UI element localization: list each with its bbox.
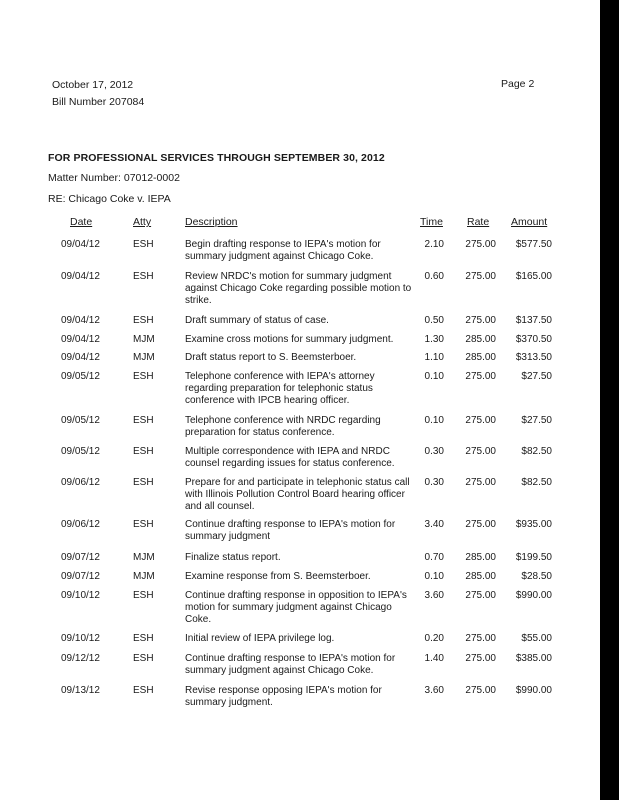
entry-description: Draft status report to S. Beemsterboer.	[185, 352, 357, 363]
entry-date: 09/10/12	[61, 633, 100, 644]
entry-time: 0.10	[424, 371, 444, 382]
entry-date: 09/04/12	[61, 271, 100, 282]
entry-rate: 275.00	[465, 239, 496, 250]
entry-atty: ESH	[133, 633, 154, 644]
entry-rate: 275.00	[465, 271, 496, 282]
entry-time: 3.40	[424, 519, 444, 530]
column-header-rate: Rate	[467, 216, 490, 228]
entry-description: Telephone conference with IEPA's attorney regarding preparation for telephonic status conference with IPCB hearing officer.	[185, 371, 375, 407]
entry-atty: MJM	[133, 352, 155, 363]
entry-rate: 285.00	[465, 552, 496, 563]
entry-time: 0.20	[424, 633, 444, 644]
entry-time: 3.60	[424, 685, 444, 696]
entry-rate: 275.00	[465, 633, 496, 644]
entry-description: Multiple correspondence with IEPA and NRDC counsel regarding issues for status conference.	[185, 446, 395, 470]
entry-atty: ESH	[133, 371, 154, 382]
entry-rate: 275.00	[465, 315, 496, 326]
entry-amount: $27.50	[521, 371, 552, 382]
entry-time: 2.10	[424, 239, 444, 250]
entry-rate: 285.00	[465, 334, 496, 345]
entry-atty: MJM	[133, 571, 155, 582]
entry-time: 3.60	[424, 590, 444, 601]
entry-description: Examine cross motions for summary judgment.	[185, 334, 394, 345]
entry-atty: ESH	[133, 271, 154, 282]
entry-description: Telephone conference with NRDC regarding preparation for status conference.	[185, 415, 381, 439]
entry-atty: ESH	[133, 446, 154, 457]
entry-amount: $137.50	[515, 315, 552, 326]
entry-date: 09/04/12	[61, 315, 100, 326]
scan-edge-bar	[600, 0, 619, 800]
entry-rate: 275.00	[465, 371, 496, 382]
entry-date: 09/05/12	[61, 415, 100, 426]
entry-rate: 275.00	[465, 653, 496, 664]
entry-amount: $370.50	[515, 334, 552, 345]
entry-rate: 275.00	[465, 685, 496, 696]
entry-rate: 275.00	[465, 415, 496, 426]
entry-rate: 275.00	[465, 477, 496, 488]
entry-description: Revise response opposing IEPA's motion for summary judgment.	[185, 685, 382, 709]
entry-atty: MJM	[133, 552, 155, 563]
entry-amount: $990.00	[515, 590, 552, 601]
entry-date: 09/04/12	[61, 239, 100, 250]
entry-amount: $55.00	[521, 633, 552, 644]
entry-atty: MJM	[133, 334, 155, 345]
entry-atty: ESH	[133, 653, 154, 664]
entry-description: Draft summary of status of case.	[185, 315, 329, 326]
entry-amount: $165.00	[515, 271, 552, 282]
entry-time: 0.30	[424, 446, 444, 457]
entry-atty: ESH	[133, 315, 154, 326]
entry-description: Begin drafting response to IEPA's motion for summary judgment against Chicago Coke.	[185, 239, 381, 263]
entry-description: Continue drafting response in opposition to IEPA's motion for summary judgment against Chicago Coke.	[185, 590, 407, 626]
entry-rate: 275.00	[465, 446, 496, 457]
entry-date: 09/13/12	[61, 685, 100, 696]
entry-atty: ESH	[133, 415, 154, 426]
entry-rate: 285.00	[465, 571, 496, 582]
entry-atty: ESH	[133, 590, 154, 601]
services-title: FOR PROFESSIONAL SERVICES THROUGH SEPTEMBER 30, 2012	[48, 152, 385, 164]
entry-amount: $27.50	[521, 415, 552, 426]
entry-date: 09/07/12	[61, 571, 100, 582]
entry-amount: $28.50	[521, 571, 552, 582]
entry-atty: ESH	[133, 477, 154, 488]
entry-amount: $990.00	[515, 685, 552, 696]
entry-atty: ESH	[133, 685, 154, 696]
entry-amount: $82.50	[521, 446, 552, 457]
entry-date: 09/10/12	[61, 590, 100, 601]
entry-time: 1.40	[424, 653, 444, 664]
re-line: RE: Chicago Coke v. IEPA	[48, 193, 171, 205]
entry-time: 0.70	[424, 552, 444, 563]
entry-amount: $577.50	[515, 239, 552, 250]
entry-amount: $385.00	[515, 653, 552, 664]
column-header-time: Time	[420, 216, 443, 228]
page-number: Page 2	[501, 78, 535, 90]
entry-description: Initial review of IEPA privilege log.	[185, 633, 335, 644]
entry-date: 09/06/12	[61, 477, 100, 488]
entry-time: 1.10	[424, 352, 444, 363]
entry-time: 1.30	[424, 334, 444, 345]
entry-amount: $935.00	[515, 519, 552, 530]
entry-date: 09/06/12	[61, 519, 100, 530]
entry-rate: 275.00	[465, 590, 496, 601]
entry-description: Continue drafting response to IEPA's motion for summary judgment against Chicago Coke.	[185, 653, 396, 677]
entry-amount: $199.50	[515, 552, 552, 563]
entry-amount: $313.50	[515, 352, 552, 363]
column-header-amount: Amount	[511, 216, 548, 228]
invoice-date: October 17, 2012	[52, 79, 134, 91]
entry-description: Examine response from S. Beemsterboer.	[185, 571, 371, 582]
column-header-description: Description	[185, 216, 238, 228]
column-header-date: Date	[70, 216, 93, 228]
entry-description: Continue drafting response to IEPA's motion for summary judgment	[185, 519, 396, 543]
matter-number: Matter Number: 07012-0002	[48, 172, 180, 184]
entry-atty: ESH	[133, 239, 154, 250]
entry-description: Prepare for and participate in telephonic status call with Illinois Pollution Control Board hearing officer and all counsel.	[185, 477, 410, 513]
entry-time: 0.50	[424, 315, 444, 326]
entry-date: 09/04/12	[61, 352, 100, 363]
entry-date: 09/12/12	[61, 653, 100, 664]
entry-time: 0.10	[424, 571, 444, 582]
entry-atty: ESH	[133, 519, 154, 530]
entry-rate: 275.00	[465, 519, 496, 530]
column-header-atty: Atty	[133, 216, 152, 228]
entry-description: Review NRDC's motion for summary judgment against Chicago Coke regarding possible motion to strike.	[185, 271, 412, 307]
entry-date: 09/05/12	[61, 446, 100, 457]
entry-time: 0.30	[424, 477, 444, 488]
entry-time: 0.10	[424, 415, 444, 426]
entry-date: 09/05/12	[61, 371, 100, 382]
entry-rate: 285.00	[465, 352, 496, 363]
entry-date: 09/07/12	[61, 552, 100, 563]
entry-amount: $82.50	[521, 477, 552, 488]
bill-number: Bill Number 207084	[52, 96, 145, 108]
entry-time: 0.60	[424, 271, 444, 282]
entry-description: Finalize status report.	[185, 552, 281, 563]
entry-date: 09/04/12	[61, 334, 100, 345]
